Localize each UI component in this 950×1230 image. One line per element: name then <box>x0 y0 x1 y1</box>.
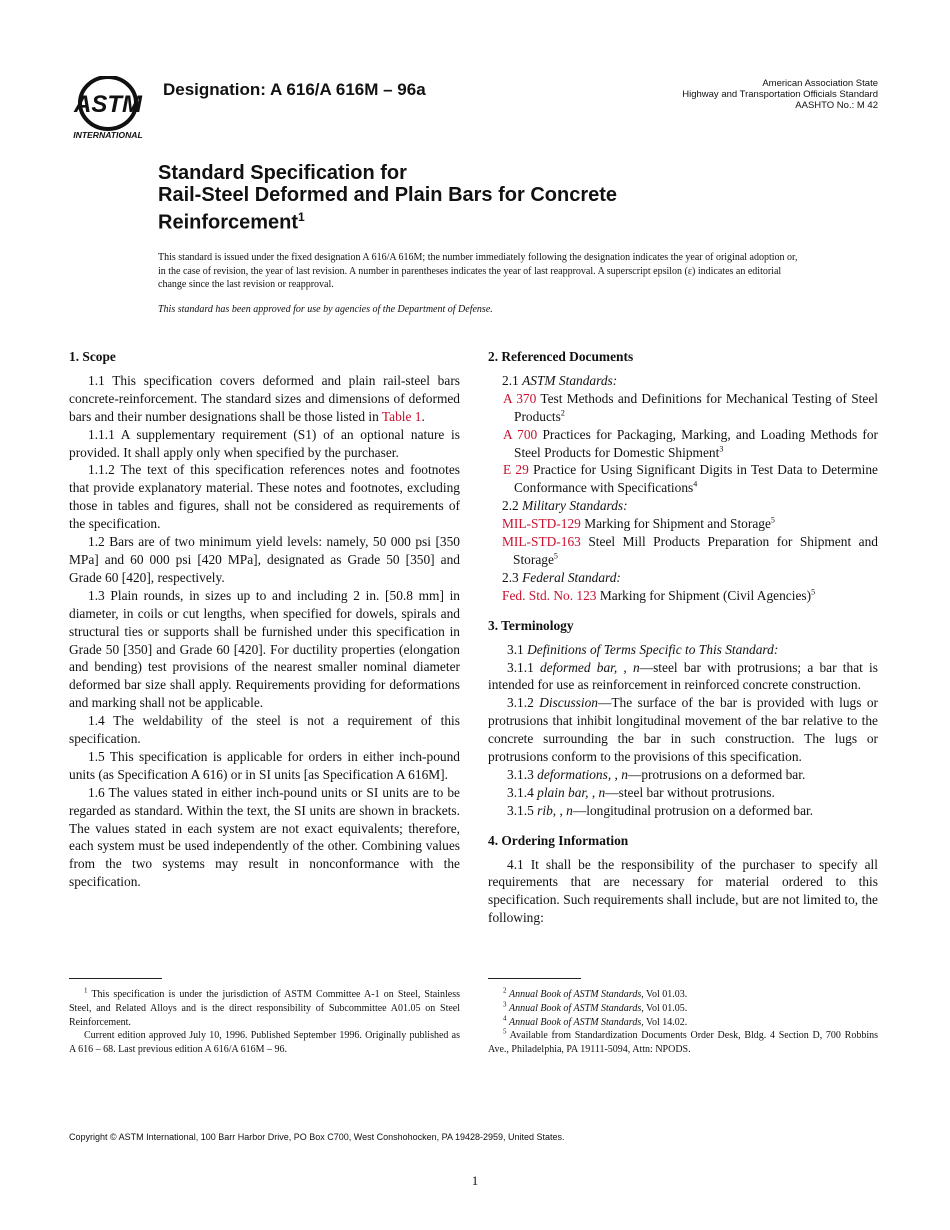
footnote-divider <box>488 978 581 979</box>
logo-subtext: INTERNATIONAL <box>73 130 143 140</box>
footnote: $^1$ This specification is under the jurisdiction of ASTM Committee A-1 on Steel, Stainless Steel, and Related Alloys and is the direct responsibility of Subcommittee A01.05 on Steel Reinforcement. <box>69 986 460 1028</box>
section-heading-scope: 1. Scope <box>69 349 116 364</box>
footnotes-left <box>69 988 460 1057</box>
subsection-label: 2.3 Federal Standard: <box>502 569 621 585</box>
reference-item: A 370 Test Methods and Definitions for Mechanical Testing of Steel Products$^2$ <box>503 390 878 424</box>
paragraph: 1.1 This specification covers deformed and plain rail-steel bars concrete-reinforcement. The standard sizes and dimensions of deformed bars and their number designations shall be those listed in Table 1. <box>69 372 460 424</box>
reference-item: Fed. Std. No. 123 Marking for Shipment (Civil Agencies)$^5$ <box>502 587 816 603</box>
section-heading-terminology: 3. Terminology <box>488 617 574 633</box>
subsection-label: 2.2 Military Standards: <box>502 498 628 514</box>
reference-item: E 29 Practice for Using Significant Digits in Test Data to Determine Conformance with Specifications$^4$ <box>503 462 879 496</box>
ref-link-mil-std-129[interactable]: MIL-STD-129 <box>502 516 581 532</box>
reference-item: A 700 Practices for Packaging, Marking, and Loading Methods for Steel Products for Domestic Shipment$^3$ <box>503 426 878 460</box>
paragraph: 1.1.2 The text of this specification references notes and footnotes that provide explanatory material. These notes and footnotes, excluding those in tables and figures, shall not be considered as requirements of the specification. <box>69 462 460 532</box>
title-line: Standard Specification for <box>158 162 407 184</box>
definition: 3.1.5 rib, , n—longitudinal protrusion on a deformed bar. <box>507 802 814 818</box>
ref-link-fed-std-123[interactable]: Fed. Std. No. 123 <box>502 587 597 603</box>
footnote: $^5$ Available from Standardization Documents Order Desk, Bldg. 4 Section D, 700 Robbins Ave., Philadelphia, PA 19111-5094, Attn: NPODS. <box>488 1028 878 1056</box>
definition: 3.1.4 plain bar, , n—steel bar without protrusions. <box>507 784 775 800</box>
paragraph: 4.1 It shall be the responsibility of the purchaser to specify all requirements that are necessary for material ordered to this specification. Such requirements shall include, but are not limited to, the following: <box>488 856 878 926</box>
ref-link-mil-std-163[interactable]: MIL-STD-163 <box>502 534 581 550</box>
footnote: $^2$ Annual Book of ASTM Standards, Vol 01.03. <box>503 986 688 1000</box>
issuance-note: This standard is issued under the fixed designation A 616/A 616M; the number immediately following the designation indicates the year of original adoption or, in the case of revision, the year of last revision. A number in parentheses indicates the year of last reapproval. A superscript epsilon (ε) indicates an editorial change since the last revision or reapproval. <box>158 252 798 291</box>
definition: 3.1.1 deformed bar, , n—steel bar with protrusions; a bar that is intended for use as reinforcement in reinforced concrete construction. <box>488 659 878 693</box>
logo-text: ASTM <box>74 91 142 118</box>
title-line: Reinforcement$^1$ <box>158 210 305 234</box>
title-line: Rail-Steel Deformed and Plain Bars for Concrete <box>158 184 618 206</box>
paragraph: 1.3 Plain rounds, in sizes up to and including 2 in. [50.8 mm] in diameter, in coils or cut lengths, when specified for dowels, spirals and structural ties or supports shall be furnished under this specification in Grade 50 [350] and Grade 60 [420]. For ductility properties (elongation and bending) test provisions of the nearest smaller nominal diameter deformed bar size shall apply. Requirements providing for deformations and marking shall not be applicable. <box>69 587 460 711</box>
paragraph: 1.4 The weldability of the steel is not a requirement of this specification. <box>69 713 460 747</box>
ref-link-e29[interactable]: E 29 <box>503 462 529 478</box>
reference-item: MIL-STD-129 Marking for Shipment and Storage$^5$ <box>502 515 775 532</box>
ref-link-a700[interactable]: A 700 <box>503 426 538 442</box>
right-column <box>488 348 878 927</box>
footnote: $^3$ Annual Book of ASTM Standards, Vol 01.05. <box>503 1000 688 1014</box>
left-column <box>69 348 460 891</box>
astm-logo-icon <box>68 76 150 142</box>
table-1-link[interactable]: Table 1 <box>381 408 422 424</box>
subsection-label: 2.1 ASTM Standards: <box>502 372 618 388</box>
paragraph: 1.1.1 A supplementary requirement (S1) of an optional nature is provided. It shall apply only when specified by the purchaser. <box>69 426 460 460</box>
aashto-block <box>682 78 878 111</box>
footnote-divider <box>69 978 162 979</box>
definition: 3.1.3 deformations, , n—protrusions on a deformed bar. <box>507 766 806 782</box>
designation: Designation: A 616/A 616M – 96a <box>163 80 426 99</box>
footnote: Current edition approved July 10, 1996. Published September 1996. Originally published as A 616 – 68. Last previous edition A 616/A 616M – 96. <box>69 1030 460 1056</box>
section-heading-referenced-documents: 2. Referenced Documents <box>488 349 634 364</box>
paragraph: 1.2 Bars are of two minimum yield levels: namely, 50 000 psi [350 MPa] and 60 000 psi [420 MPa], designated as Grade 50 [350] and Grade 60 [420], respectively. <box>69 534 460 585</box>
aashto-line: AASHTO No.: M 42 <box>795 100 878 111</box>
page-number: 1 <box>471 1173 479 1188</box>
document-title <box>158 162 617 234</box>
aashto-line: American Association State <box>762 78 878 89</box>
section-heading-ordering-information: 4. Ordering Information <box>488 832 629 848</box>
paragraph: 3.1 Definitions of Terms Specific to This Standard: <box>507 641 779 657</box>
footnote: $^4$ Annual Book of ASTM Standards, Vol 14.02. <box>503 1014 688 1028</box>
ref-link-a370[interactable]: A 370 <box>503 390 537 406</box>
astm-logo <box>68 76 150 142</box>
paragraph: 1.5 This specification is applicable for orders in either inch-pound units (as Specification A 616) or in SI units [as Specification A 616M]. <box>69 748 460 782</box>
title-footnote-link[interactable]: 1 <box>298 210 305 224</box>
paragraph: 1.6 The values stated in either inch-pound units or SI units are to be regarded as standard. Within the text, the SI units are shown in brackets. The values stated in each system are not exact equivalents; therefore, each system must be used independently of the other. Combining values from the two systems may result in nonconformance with the specification. <box>69 784 460 890</box>
aashto-line: Highway and Transportation Officials Standard <box>682 89 878 100</box>
footnotes-right <box>488 988 878 1057</box>
dod-note: This standard has been approved for use by agencies of the Department of Defense. <box>158 304 493 315</box>
reference-item: MIL-STD-163 Steel Mill Products Preparation for Shipment and Storage$^5$ <box>502 534 878 567</box>
paragraph: 3.1.2 Discussion—The surface of the bar is provided with lugs or protrusions that inhibit longitudinal movement of the bar relative to the concrete surrounding the bar in such construction. The lugs or protrusions conform to the provisions of this specification. <box>488 695 878 765</box>
copyright: Copyright © ASTM International, 100 Barr Harbor Drive, PO Box C700, West Conshohocken, PA 19428-2959, United States. <box>69 1132 565 1142</box>
